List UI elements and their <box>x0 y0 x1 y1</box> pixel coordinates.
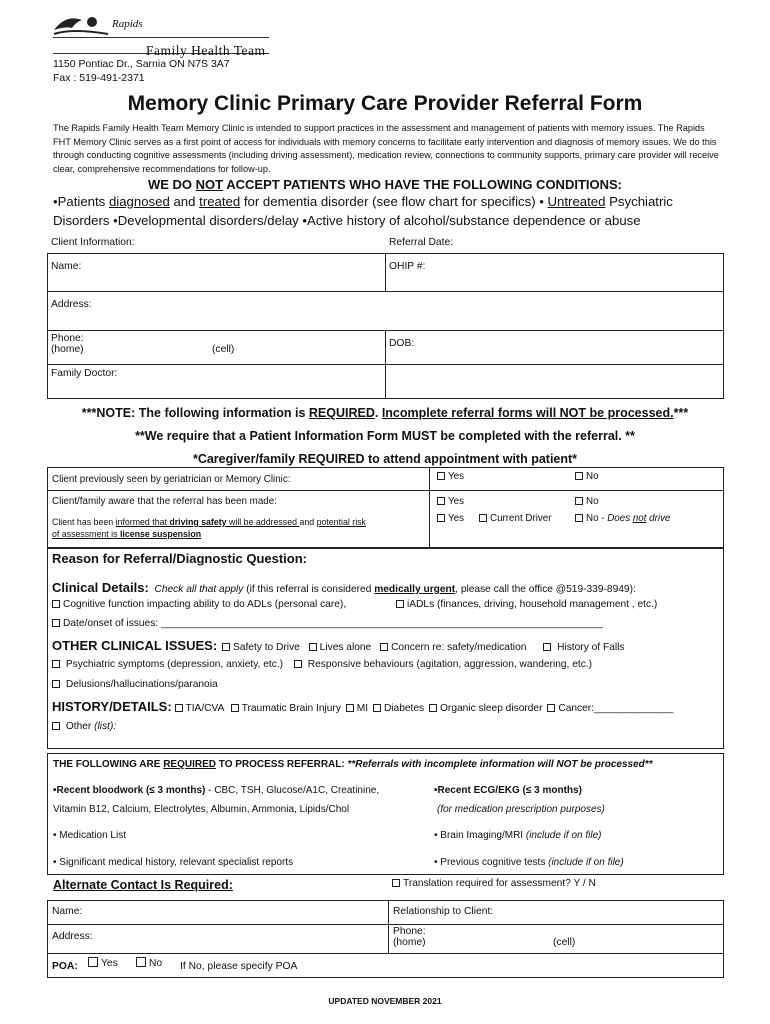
tbi-option[interactable]: Traumatic Brain Injury <box>231 703 341 714</box>
checkbox-icon[interactable] <box>88 957 98 967</box>
logo-mark-icon <box>52 10 110 38</box>
checkbox-icon[interactable] <box>309 643 317 651</box>
alternate-contact-title: Alternate Contact Is Required: <box>53 878 233 892</box>
lives-alone-option[interactable]: Lives alone <box>309 642 372 653</box>
ohip-field[interactable]: OHIP #: <box>389 261 426 272</box>
tia-cva-option[interactable]: TIA/CVA <box>175 703 224 714</box>
date-onset-field[interactable]: Date/onset of issues: ______________________________________________________________________________ <box>52 618 603 629</box>
bloodwork-item: •Recent bloodwork (≤ 3 months) - CBC, TSH, Glucose/A1C, Creatinine, <box>53 785 380 796</box>
poa-yes-option[interactable]: Yes <box>88 957 118 969</box>
concern-safety-option[interactable]: Concern re: safety/medication <box>380 642 526 653</box>
checkbox-icon[interactable] <box>175 704 183 712</box>
alt-name-field[interactable]: Name: <box>52 906 83 917</box>
checkbox-icon[interactable] <box>479 514 487 522</box>
checkbox-icon[interactable] <box>437 514 445 522</box>
logo-name: Rapids <box>112 18 143 30</box>
ecg-item: •Recent ECG/EKG (≤ 3 months) <box>434 785 582 796</box>
sleep-disorder-option[interactable]: Organic sleep disorder <box>429 703 543 714</box>
intro-paragraph: The Rapids Family Health Team Memory Clinic is intended to support practices in the assessment and management of patients with memory issues. The Rapids FHT Memory Clinic serves as a first point of access for individuals with memory concerns to facilitate early intervention and diagnosis of memory issues. We do this through conducting cognitive assessments (including driving assessment), medication review, connections to community supports, primary care provider will receive clear, comprehensive recommendations for follow-up. <box>53 123 719 174</box>
psych-row <box>52 659 592 670</box>
diabetes-option[interactable]: Diabetes <box>373 703 424 714</box>
checkbox-icon[interactable] <box>575 497 583 505</box>
checkbox-icon[interactable] <box>222 643 230 651</box>
checkbox-icon[interactable] <box>52 722 60 730</box>
cancer-option[interactable]: Cancer:______________ <box>547 703 673 714</box>
required-note: ***NOTE: The following information is REQUIRED. Incomplete referral forms will NOT be processed.*** <box>81 406 689 420</box>
question-family-aware: Client/family aware that the referral has been made: <box>52 496 277 507</box>
alt-phone-home: (home) <box>393 937 426 948</box>
other-list-option[interactable]: Other (list): <box>52 721 116 732</box>
previously-seen-no[interactable]: No <box>575 471 599 482</box>
checkbox-icon[interactable] <box>392 879 400 887</box>
client-info-label: Client Information: <box>51 237 135 248</box>
logo-divider <box>53 37 269 38</box>
client-address-field[interactable]: Address: <box>51 299 92 310</box>
medication-list-item: • Medication List <box>53 830 126 841</box>
checkbox-icon[interactable] <box>380 643 388 651</box>
cognitive-tests-item: • Previous cognitive tests (include if on file) <box>434 857 624 868</box>
checkbox-icon[interactable] <box>396 600 404 608</box>
conditions-title: WE DO NOT ACCEPT PATIENTS WHO HAVE THE FOLLOWING CONDITIONS: <box>147 177 623 192</box>
poa-no-option[interactable]: No <box>136 957 162 969</box>
history-of-falls-option[interactable]: History of Falls <box>543 642 624 653</box>
family-doctor-field[interactable]: Family Doctor: <box>51 368 118 379</box>
delusions-option[interactable]: Delusions/hallucinations/paranoia <box>52 679 218 690</box>
question-previously-seen: Client previously seen by geriatrician or Memory Clinic: <box>52 474 291 485</box>
safety-to-drive-option[interactable]: Safety to Drive <box>222 642 300 653</box>
family-aware-yes[interactable]: Yes <box>437 496 464 507</box>
clinical-details-row: Clinical Details: Check all that apply (if this referral is considered medically urgent, please call the office @519-339-8949): <box>52 580 636 595</box>
checkbox-icon[interactable] <box>437 472 445 480</box>
reason-title: Reason for Referral/Diagnostic Question: <box>52 551 307 566</box>
checkbox-icon[interactable] <box>231 704 239 712</box>
checkbox-icon[interactable] <box>52 619 60 627</box>
required-items-heading: THE FOLLOWING ARE REQUIRED TO PROCESS REFERRAL: **Referrals with incomplete information will NOT be processed** <box>53 759 653 770</box>
caregiver-note: *Caregiver/family REQUIRED to attend appointment with patient* <box>192 452 578 466</box>
checkbox-icon[interactable] <box>547 704 555 712</box>
does-not-drive-option[interactable]: No - Does not drive <box>575 513 670 524</box>
checkbox-icon[interactable] <box>437 497 445 505</box>
question-driving-safety: Client has been informed that driving safety will be addressed and potential risk of assessment is license suspension <box>52 517 366 539</box>
relationship-field[interactable]: Relationship to Client: <box>393 906 494 917</box>
alt-phone-cell: (cell) <box>553 937 576 948</box>
history-details-row: HISTORY/DETAILS: TIA/CVA Traumatic Brain Injury MI Diabetes Organic sleep disorder Cancer:______________ <box>52 699 674 714</box>
dob-field[interactable]: DOB: <box>389 338 415 349</box>
brain-imaging-item: • Brain Imaging/MRI (include if on file) <box>434 830 602 841</box>
checkbox-icon[interactable] <box>575 514 583 522</box>
psychiatric-symptoms-option[interactable]: Psychiatric symptoms (depression, anxiety, etc.) <box>52 659 283 670</box>
checkbox-icon[interactable] <box>52 600 60 608</box>
checkbox-icon[interactable] <box>429 704 437 712</box>
alt-address-field[interactable]: Address: <box>52 931 93 942</box>
patient-info-note: **We require that a Patient Information Form MUST be completed with the referral. ** <box>135 429 635 443</box>
alt-phone-field[interactable]: Phone: <box>393 926 426 937</box>
poa-specify-label: If No, please specify POA <box>180 961 298 972</box>
referral-date-label[interactable]: Referral Date: <box>389 237 454 248</box>
team-name: Family Health Team <box>146 43 266 58</box>
family-aware-no[interactable]: No <box>575 496 599 507</box>
translation-option[interactable]: Translation required for assessment? Y / N <box>392 878 596 889</box>
checkbox-icon[interactable] <box>136 957 146 967</box>
client-phone-home: (home) <box>51 344 84 355</box>
checkbox-icon[interactable] <box>543 643 551 651</box>
checkbox-icon[interactable] <box>346 704 354 712</box>
driving-yes[interactable]: Yes <box>437 513 464 524</box>
responsive-behaviours-option[interactable]: Responsive behaviours (agitation, aggression, wandering, etc.) <box>294 659 592 670</box>
iadls-option[interactable]: iADLs (finances, driving, household management , etc.) <box>396 599 657 610</box>
clinic-address: 1150 Pontiac Dr., Sarnia ON N7S 3A7 <box>53 58 230 70</box>
conditions-list: •Patients diagnosed and treated for dementia disorder (see flow chart for specifics) • Untreated Psychiatric Disorders •Developmental disorders/delay •Active history of alcohol/substance dependence or abuse <box>53 194 673 228</box>
previously-seen-yes[interactable]: Yes <box>437 471 464 482</box>
mi-option[interactable]: MI <box>346 703 368 714</box>
client-phone-field[interactable]: Phone: <box>51 333 84 344</box>
ecg-note: (for medication prescription purposes) <box>437 804 605 815</box>
checkbox-icon[interactable] <box>373 704 381 712</box>
footer-updated: UPDATED NOVEMBER 2021 <box>328 996 442 1006</box>
checkbox-icon[interactable] <box>575 472 583 480</box>
clinic-fax: Fax : 519-491-2371 <box>53 72 145 84</box>
cognitive-function-option[interactable]: Cognitive function impacting ability to do ADLs (personal care), <box>52 599 346 610</box>
client-phone-cell: (cell) <box>212 344 235 355</box>
other-clinical-issues-row: OTHER CLINICAL ISSUES: Safety to Drive Lives alone Concern re: safety/medication History of Falls <box>52 638 625 653</box>
client-name-field[interactable]: Name: <box>51 261 82 272</box>
poa-label: POA: <box>52 961 78 972</box>
checkbox-icon[interactable] <box>52 660 60 668</box>
checkbox-icon[interactable] <box>52 680 60 688</box>
medical-history-item: • Significant medical history, relevant specialist reports <box>53 857 294 868</box>
form-title: Memory Clinic Primary Care Provider Referral Form <box>127 92 643 115</box>
checkbox-icon[interactable] <box>294 660 302 668</box>
current-driver-option[interactable]: Current Driver <box>479 513 552 524</box>
bloodwork-tests: Vitamin B12, Calcium, Electrolytes, Albumin, Ammonia, Lipids/Chol <box>53 804 350 815</box>
